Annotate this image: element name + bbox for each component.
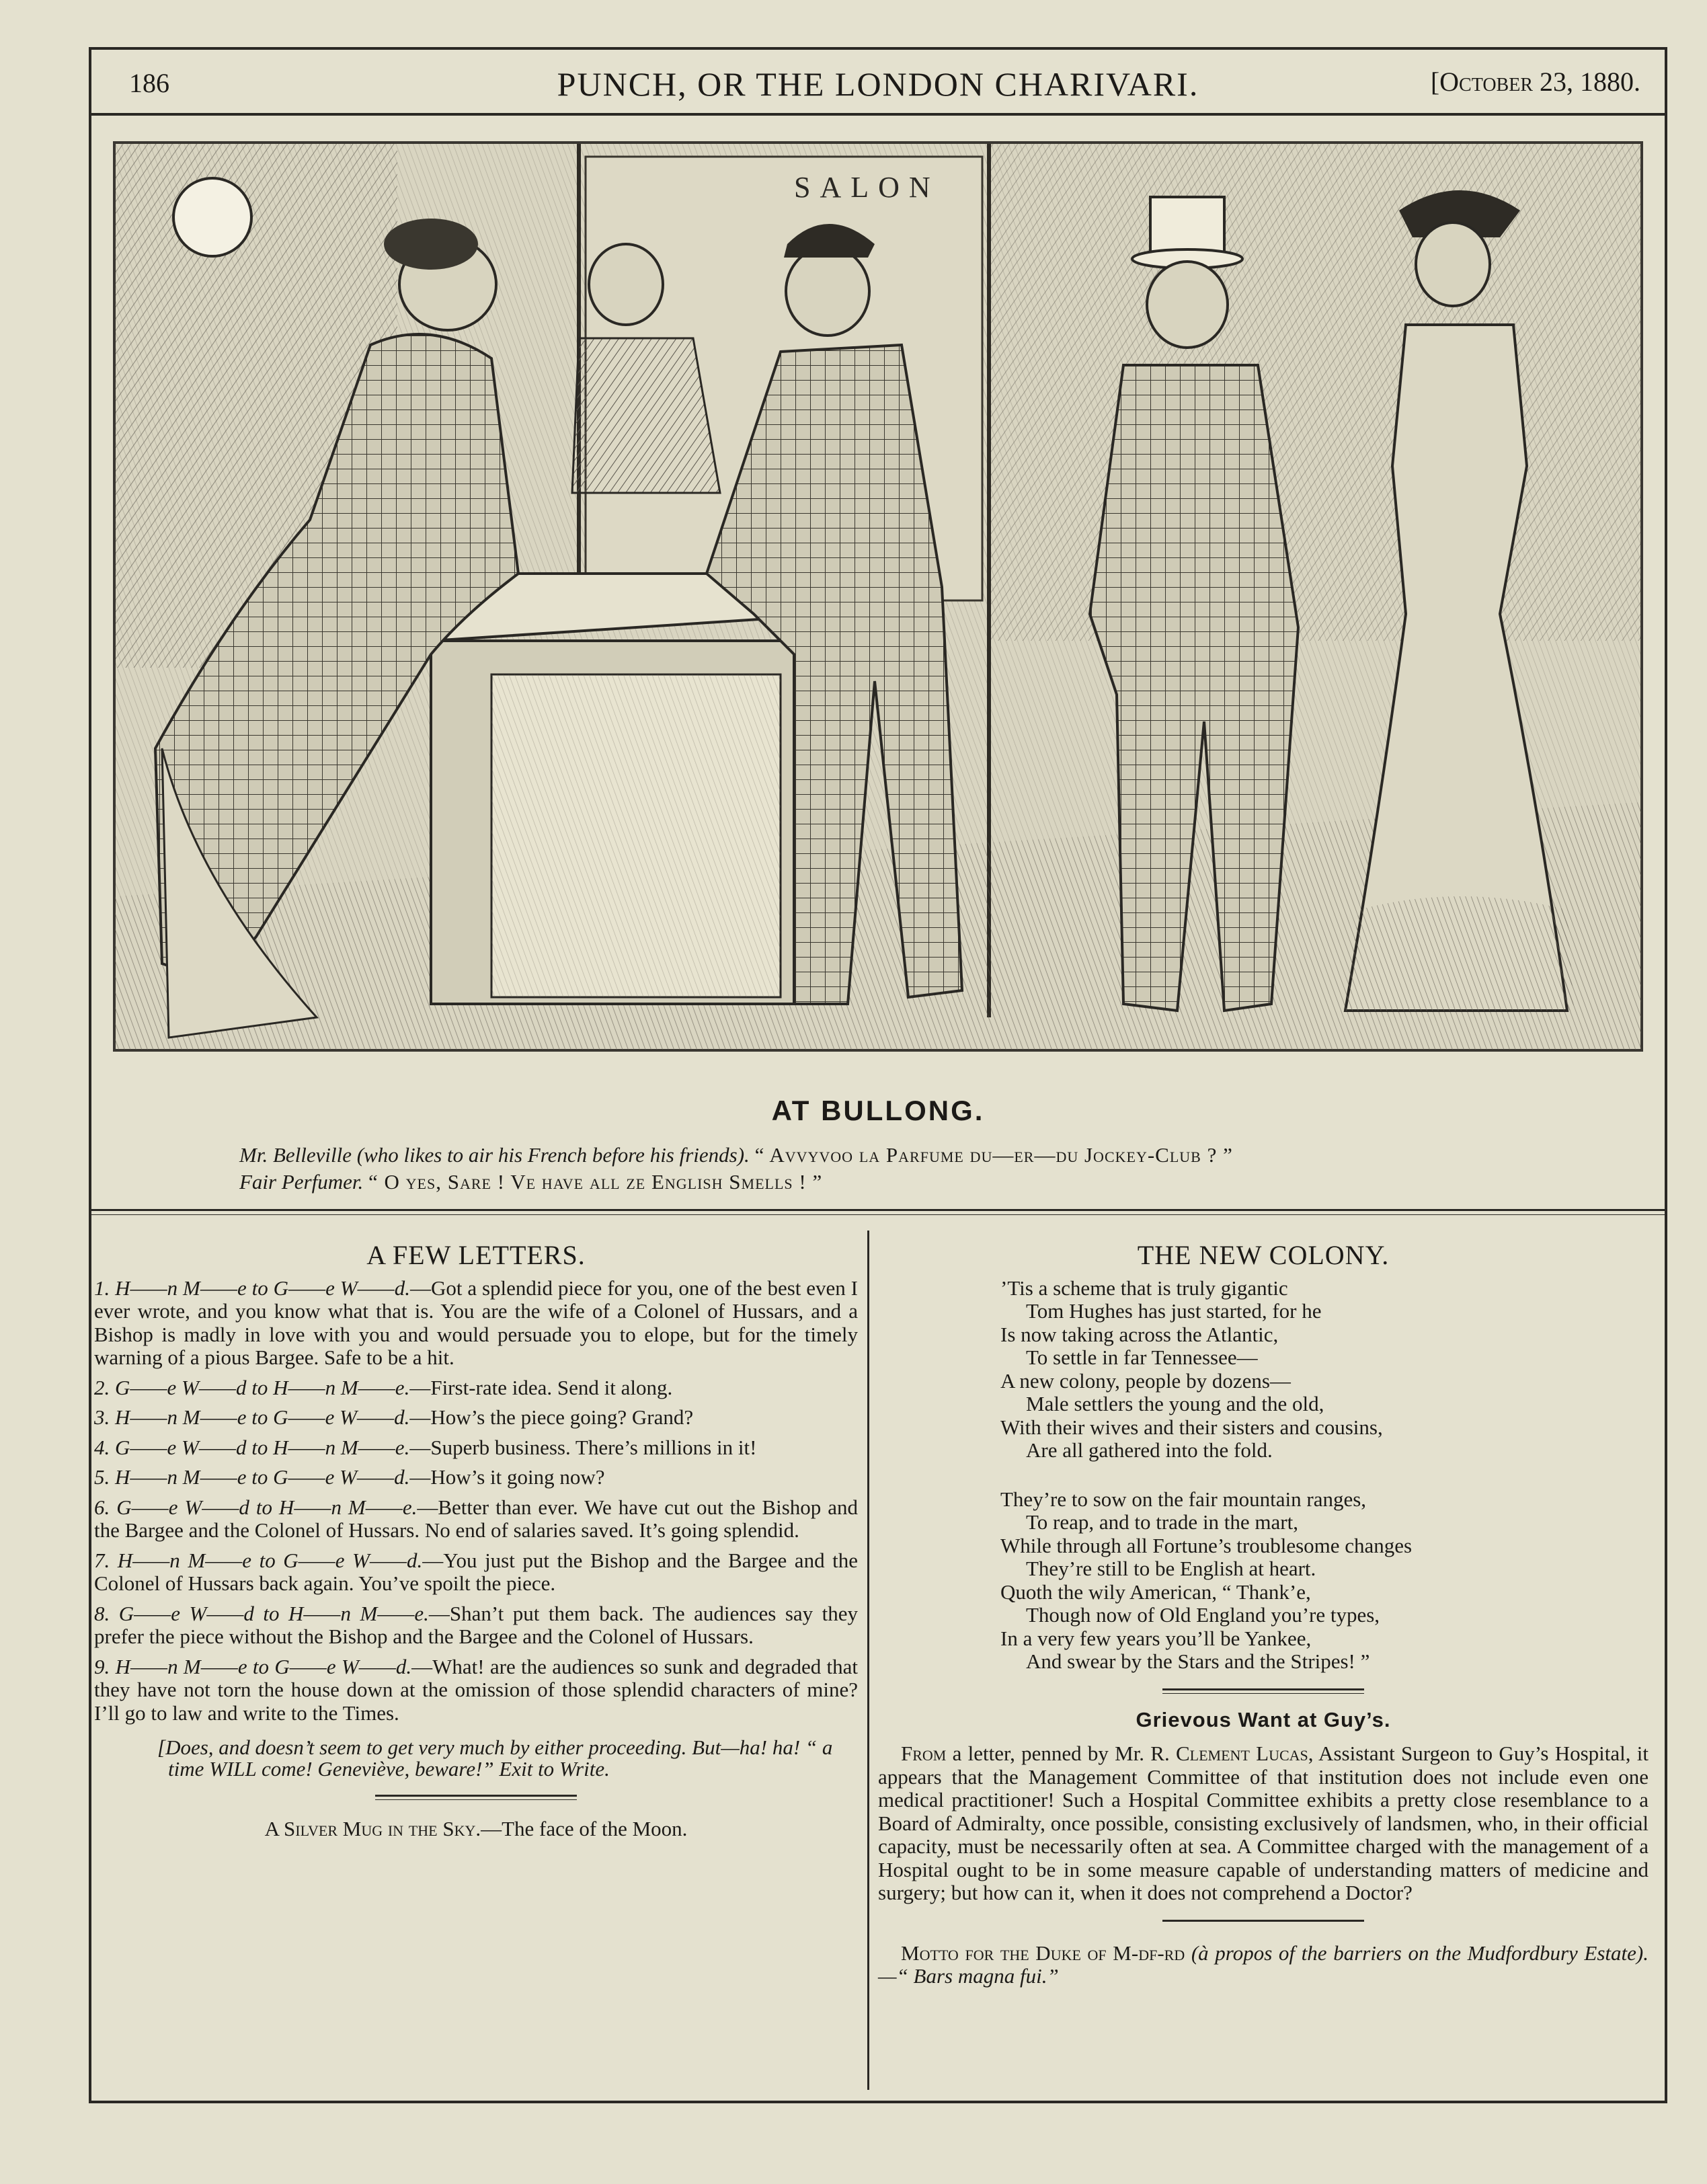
salon-sign: SALON (794, 171, 940, 204)
caption-line-2 (239, 1170, 822, 1194)
poem-line: They’re still to be English at heart. (1026, 1557, 1316, 1580)
speaker-note: (who likes to air his French before his friends). (356, 1143, 750, 1167)
poem-line: Are all gathered into the fold. (1026, 1438, 1273, 1462)
poem-line: With their wives and their sisters and cousins, (1000, 1415, 1383, 1439)
poem-line: Quoth the wily American, “ Thank’e, (1000, 1580, 1311, 1604)
speaker-perfumer: Fair Perfumer. (239, 1170, 364, 1194)
quote-perfumer: “ O yes, Sare ! Ve have all ze English Smells ! ” (368, 1170, 823, 1194)
divider-rule-thin (1162, 1693, 1364, 1694)
letter-item: 4. G——e W——d to H——n M——e.—Superb business. There’s millions in it! (94, 1435, 757, 1459)
cartoon-title: AT BULLONG. (771, 1095, 985, 1126)
letter-item: 6. G——e W——d to H——n M——e.—Better than ever. We have cut out the Bishop and the Bargee and the Colonel of Hussars. No end of salaries saved. It’s going splendid. (94, 1495, 858, 1542)
divider-rule (375, 1795, 577, 1797)
section-rule-thin (89, 1214, 1667, 1215)
header-rule (89, 113, 1667, 116)
silver-mug-line: A Silver Mug in the Sky.—The face of the Moon. (264, 1817, 688, 1840)
poem-line: To settle in far Tennessee— (1026, 1346, 1258, 1369)
poem-line: And swear by the Stars and the Stripes! ” (1026, 1649, 1370, 1673)
few-letters-title: A FEW LETTERS. (366, 1240, 586, 1270)
letter-item: 1. H——n M——e to G——e W——d.—Got a splendid piece for you, one of the best even I ever wrote, and you know what that is. You are the wife of a Colonel of Hussars, and a Bishop is madly in love with you and would persuade you to elope, but for the timely warning of a pious Bargee. Safe to be a hit. (94, 1276, 858, 1369)
cartoon-illustration (113, 141, 1643, 1052)
poem-line: Tom Hughes has just started, for he (1026, 1299, 1322, 1323)
stage-direction: [Does, and doesn’t seem to get very much by either proceeding. But—ha! ha! “ a time WILL come! Geneviève, beware!” Exit to Write. (157, 1736, 833, 1781)
letters-list (94, 1277, 858, 1725)
divider-rule (1162, 1920, 1364, 1922)
page-number: 186 (129, 68, 169, 98)
poem-line: In a very few years you’ll be Yankee, (1000, 1626, 1312, 1650)
poem-line: Though now of Old England you’re types, (1026, 1603, 1380, 1627)
masthead: PUNCH, OR THE LONDON CHARIVARI. (557, 65, 1199, 103)
section-rule (89, 1209, 1667, 1211)
quote-belleville: “ Avvyvoo la Parfume du—er—du Jockey-Club ? ” (754, 1143, 1233, 1167)
issue-date: [October 23, 1880. (1430, 67, 1640, 97)
letter-item: 9. H——n M——e to G——e W——d.—What! are the audiences so sunk and degraded that they have not torn the house down at the omission of those splendid characters of mine? I’ll go to law and write to the Times. (94, 1654, 858, 1725)
caption-line-1 (239, 1143, 1233, 1167)
few-letters-column (94, 1240, 858, 1841)
column-divider (867, 1231, 869, 2090)
motto-paragraph: Motto for the Duke of M-df-rd (à propos of the barriers on the Mudfordbury Estate).—“ Bars magna fui.” (878, 1941, 1649, 1988)
moon-mirror (173, 178, 251, 256)
poem-line: ’Tis a scheme that is truly gigantic (1000, 1276, 1288, 1300)
poem-line: Male settlers the young and the old, (1026, 1392, 1324, 1415)
divider-rule (1162, 1688, 1364, 1690)
poem-line: To reap, and to trade in the mart, (1026, 1510, 1298, 1534)
letter-item: 2. G——e W——d to H——n M——e.—First-rate idea. Send it along. (94, 1375, 673, 1399)
letter-item: 8. G——e W——d to H——n M——e.—Shan’t put them back. The audiences say they prefer the piece without the Bishop and the Bargee and the Colonel of Hussars. (94, 1601, 858, 1648)
right-column (878, 1240, 1649, 1988)
grievous-want-title: Grievous Want at Guy’s. (1136, 1707, 1391, 1731)
page-header (89, 58, 1667, 112)
poem-line: They’re to sow on the fair mountain ranges, (1000, 1487, 1367, 1511)
grievous-want-paragraph: From a letter, penned by Mr. R. Clement Lucas, Assistant Surgeon to Guy’s Hospital, it appears that the Management Committee of that institution does not include even one medical practitioner! Such a Hospital Committee exhibits a pretty close resemblance to a Board of Admiralty, once possible, consisting exclusively of landsmen, who, in their official capacity, must be necessarily often at sea. A Committee charged with the management of a Hospital ought to be in some measure capable of understanding matters of medicine and surgery; but how can it, when it does not comprehend a Doctor? (878, 1742, 1649, 1904)
poem-line: Is now taking across the Atlantic, (1000, 1322, 1279, 1346)
new-colony-poem (1000, 1277, 1649, 1674)
new-colony-title: THE NEW COLONY. (1137, 1240, 1390, 1270)
divider-rule-thin (375, 1799, 577, 1800)
speaker-belleville: Mr. Belleville (239, 1143, 352, 1167)
letter-item: 3. H——n M——e to G——e W——d.—How’s the piece going? Grand? (94, 1405, 694, 1429)
letter-item: 5. H——n M——e to G——e W——d.—How’s it going now? (94, 1465, 605, 1489)
poem-line: While through all Fortune’s troublesome changes (1000, 1533, 1413, 1557)
letter-item: 7. H——n M——e to G——e W——d.—You just put the Bishop and the Bargee and the Colonel of Hussars back again. You’ve spoilt the piece. (94, 1548, 858, 1595)
poem-line: A new colony, people by dozens— (1000, 1368, 1291, 1393)
